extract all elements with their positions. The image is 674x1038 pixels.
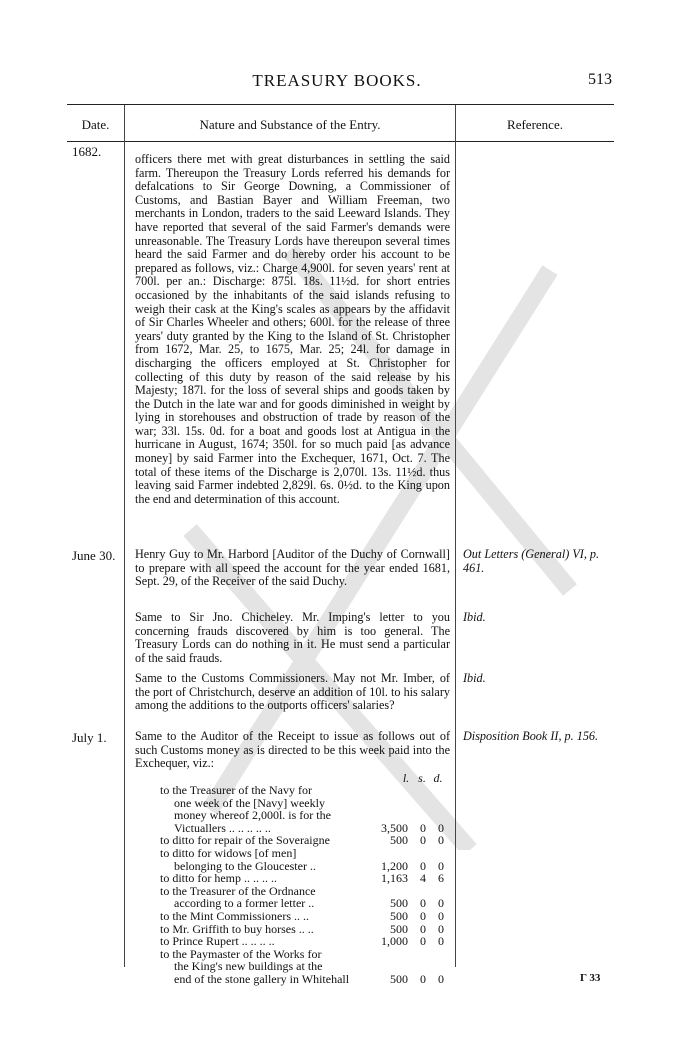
payment-amount-d: 0 (438, 896, 444, 911)
payment-amount-l: 1,200 (381, 858, 408, 873)
column-header-date: Date. (81, 117, 110, 132)
column-header-reference: Reference. (507, 117, 563, 132)
column-header-nature: Nature and Substance of the Entry. (199, 117, 381, 132)
payment-amount-d: 6 (438, 871, 444, 886)
header-rule (67, 141, 614, 142)
signature-mark: Γ 33 (580, 972, 601, 984)
payment-amount-l: 500 (390, 921, 408, 936)
payment-amount-s: 0 (420, 921, 426, 936)
payment-item-label: to the Mint Commissioners .. .. (160, 908, 310, 923)
payment-item-label: to Mr. Griffith to buy horses .. .. (160, 921, 314, 936)
payment-amount-d: 0 (438, 908, 444, 923)
payment-item-label: money whereof 2,000l. is for the (174, 808, 331, 823)
payment-item-label: to ditto for hemp .. .. .. .. (160, 871, 277, 886)
payment-amount-s: 0 (420, 908, 426, 923)
payment-amount-d: 0 (438, 820, 444, 835)
top-rule (67, 104, 614, 105)
payment-amount-d: 0 (438, 921, 444, 936)
payment-amount-l: 1,163 (381, 871, 408, 886)
entry-reference: Ibid. (463, 671, 486, 685)
payment-item-line (160, 872, 455, 885)
payment-item-label: to ditto for repair of the Soveraigne (160, 833, 330, 848)
payment-item-label: Victuallers .. .. .. .. .. (174, 820, 271, 835)
payment-amount-d: 0 (438, 934, 444, 949)
entry-reference: Disposition Book II, p. 156. (463, 729, 599, 743)
payment-item-line (160, 847, 455, 860)
payment-item-label: to the Treasurer of the Ordnance (160, 883, 316, 898)
payment-amount-l: 500 (390, 833, 408, 848)
payment-item-line (160, 809, 455, 822)
entry-text: Same to the Customs Commissioners. May not Mr. Imber, of the port of Christchurch, deserve an addition of 10l. to his salary among the additions to the outports officers' salaries? (135, 671, 450, 713)
payment-amount-d: 0 (438, 971, 444, 986)
entry-date: July 1. (72, 730, 107, 745)
payment-amount-d: 0 (438, 833, 444, 848)
payment-amount-s: 4 (420, 871, 426, 886)
lsd-header: l. s. d. (402, 771, 443, 785)
payment-item-line (160, 910, 455, 923)
entry-reference: Ibid. (463, 610, 486, 624)
page-title: TREASURY BOOKS. (252, 71, 422, 90)
entry-text: officers there met with great disturbances in settling the said farm. Thereupon the Treasury Lords referred his demands for defalcations to Sir George Downing, a Commissioner of Customs, and Bastian Bayer and William Freeman, two merchants in London, traders to the said Leeward Islands. They have reported that several of the said Farmer's demands were unreasonable. The Treasury Lords have thereupon several times heard the said Farmer and do hereby order his account to be prepared as follows, viz.: Charge 4,900l. for seven years' rent at 700l. per an.: Discharge: 875l. 18s. 11½d. for short entries occasioned by the inhabitants of the said islands refusing to weigh their cask at the King's scales as appears by the affidavit of Sir Charles Wheeler and others; 600l. for the release of three years' duty granted by the King to the Island of St. Christopher from 1672, Mar. 25, to 1675, Mar. 25; 24l. for damage in discharging the officers employed at St. Christopher for collecting of this duty by reason of the said release by his Majesty; 187l. for the loss of several ships and goods taken by the Dutch in the late war and for goods diminished in weight by lying in storehouses and obstruction of trade by reason of the war; 33l. 15s. 0d. for a boat and goods lost at Antigua in the hurricane in August, 1674; 350l. for so much paid [as advance money] by said Farmer into the Exchequer, 1671, Oct. 7. The total of these items of the Discharge is 2,070l. 13s. 11½d. thus leaving said Farmer indebted 2,829l. 6s. 0½d. to the King upon the end and determination of this account. (135, 152, 450, 506)
payment-item-label: belonging to the Gloucester .. (174, 858, 316, 873)
payment-item-line (160, 784, 455, 797)
payment-amount-d: 0 (438, 858, 444, 873)
payment-amount-s: 0 (420, 858, 426, 873)
payment-item-line (160, 973, 455, 986)
payment-items (160, 784, 455, 986)
entry-text: Same to the Auditor of the Receipt to issue as follows out of such Customs money as is directed to be this week paid into the Exchequer, viz.: (135, 729, 450, 771)
entry-date: June 30. (72, 548, 116, 563)
entry-date: 1682. (72, 144, 102, 159)
payment-amount-l: 500 (390, 908, 408, 923)
column-divider-2 (455, 105, 456, 967)
payment-amount-s: 0 (420, 971, 426, 986)
payment-amount-l: 3,500 (381, 820, 408, 835)
entry-reference: Out Letters (General) VI, p. 461. (463, 547, 600, 575)
payment-item-label: end of the stone gallery in Whitehall (174, 971, 350, 986)
payment-item-line (160, 935, 455, 948)
payment-amount-l: 500 (390, 896, 408, 911)
payment-item-label: the King's new buildings at the (174, 959, 323, 974)
payment-amount-s: 0 (420, 896, 426, 911)
payment-item-label: to ditto for widows [of men] (160, 845, 297, 860)
entry-text: Henry Guy to Mr. Harbord [Auditor of the Duchy of Cornwall] to prepare with all speed the account for the year ended 1681, Sept. 29, of the Receiver of the said Duchy. (135, 547, 450, 589)
column-divider-1 (124, 105, 125, 967)
payment-amount-s: 0 (420, 820, 426, 835)
payment-item-label: according to a former letter .. (174, 896, 315, 911)
entry-text: Same to Sir Jno. Chicheley. Mr. Imping's letter to you concerning frauds discovered by him is too general. The Treasury Lords can do nothing in it. He must send a particular of the said frauds. (135, 610, 450, 665)
payment-amount-l: 1,000 (381, 934, 408, 949)
payment-amount-s: 0 (420, 934, 426, 949)
payment-item-label: to the Treasurer of the Navy for (160, 783, 312, 797)
payment-amount-s: 0 (420, 833, 426, 848)
payment-item-label: to Prince Rupert .. .. .. .. (160, 934, 275, 949)
payment-item-label: to the Paymaster of the Works for (160, 946, 322, 961)
page-number: 513 (588, 71, 612, 88)
payment-amount-l: 500 (390, 971, 408, 986)
payment-item-label: one week of the [Navy] weekly (174, 795, 325, 810)
